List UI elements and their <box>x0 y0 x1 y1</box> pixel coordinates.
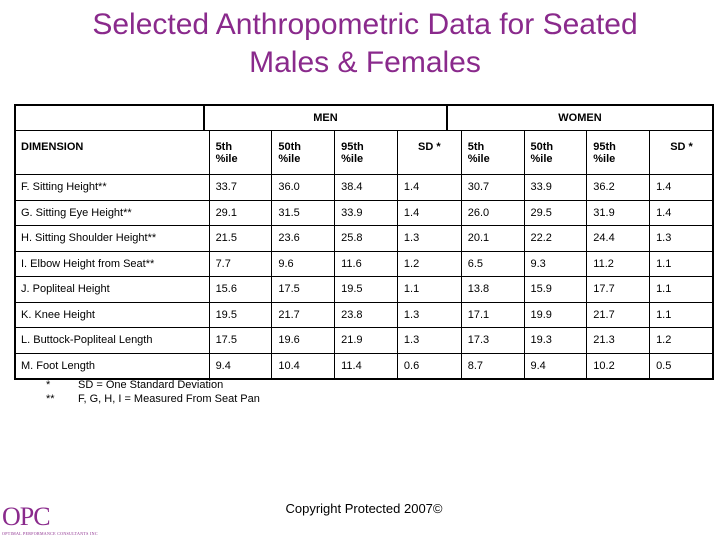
women-value-cell: 17.1 <box>461 302 524 328</box>
dimension-cell: K. Knee Height <box>15 302 210 328</box>
women-50th-header: 50th %ile <box>524 131 587 175</box>
table-row <box>15 175 714 201</box>
women-value-cell: 17.7 <box>587 277 650 303</box>
men-value-cell: 9.4 <box>209 353 272 379</box>
women-value-cell: 21.7 <box>587 302 650 328</box>
men-value-cell: 36.0 <box>272 175 335 201</box>
women-value-cell: 6.5 <box>461 251 524 277</box>
women-value-cell: 19.9 <box>524 302 587 328</box>
table-body <box>15 175 714 379</box>
men-5th-header: 5th %ile <box>209 131 272 175</box>
logo-text: OPC <box>2 502 50 531</box>
men-value-cell: 19.6 <box>272 328 335 354</box>
table-row <box>15 226 714 252</box>
dimension-cell: G. Sitting Eye Height** <box>15 200 210 226</box>
women-value-cell: 24.4 <box>587 226 650 252</box>
men-value-cell: 33.7 <box>209 175 272 201</box>
women-value-cell: 15.9 <box>524 277 587 303</box>
table-row <box>15 302 714 328</box>
men-value-cell: 21.9 <box>335 328 398 354</box>
women-value-cell: 26.0 <box>461 200 524 226</box>
women-value-cell: 1.1 <box>650 251 714 277</box>
men-value-cell: 25.8 <box>335 226 398 252</box>
women-value-cell: 9.3 <box>524 251 587 277</box>
title-line-1: Selected Anthropometric Data for Seated <box>92 8 638 41</box>
women-value-cell: 20.1 <box>461 226 524 252</box>
men-value-cell: 29.1 <box>209 200 272 226</box>
men-value-cell: 1.3 <box>397 328 461 354</box>
men-value-cell: 0.6 <box>397 353 461 379</box>
table-row <box>15 200 714 226</box>
men-value-cell: 1.4 <box>397 175 461 201</box>
women-value-cell: 36.2 <box>587 175 650 201</box>
women-value-cell: 1.4 <box>650 175 714 201</box>
men-value-cell: 33.9 <box>335 200 398 226</box>
women-value-cell: 22.2 <box>524 226 587 252</box>
women-95th-header: 95th %ile <box>587 131 650 175</box>
men-value-cell: 23.6 <box>272 226 335 252</box>
men-value-cell: 10.4 <box>272 353 335 379</box>
women-value-cell: 1.4 <box>650 200 714 226</box>
men-value-cell: 1.2 <box>397 251 461 277</box>
men-value-cell: 31.5 <box>272 200 335 226</box>
men-sd-header: SD * <box>397 131 461 175</box>
women-value-cell: 10.2 <box>587 353 650 379</box>
footnote-sd: * SD = One Standard Deviation <box>46 379 224 391</box>
women-group-header: WOMEN <box>446 104 714 130</box>
dimension-cell: M. Foot Length <box>15 353 210 379</box>
table-row <box>15 251 714 277</box>
women-value-cell: 19.3 <box>524 328 587 354</box>
slide-title <box>40 6 690 82</box>
column-header-row <box>15 131 714 175</box>
women-value-cell: 11.2 <box>587 251 650 277</box>
men-value-cell: 1.3 <box>397 226 461 252</box>
table-row <box>15 328 714 354</box>
men-value-cell: 19.5 <box>209 302 272 328</box>
women-value-cell: 13.8 <box>461 277 524 303</box>
title-line-2: Males & Females <box>249 46 481 79</box>
men-value-cell: 1.1 <box>397 277 461 303</box>
table-row <box>15 353 714 379</box>
men-value-cell: 17.5 <box>209 328 272 354</box>
women-sd-header: SD * <box>650 131 714 175</box>
men-value-cell: 11.6 <box>335 251 398 277</box>
men-value-cell: 1.3 <box>397 302 461 328</box>
women-value-cell: 21.3 <box>587 328 650 354</box>
women-value-cell: 9.4 <box>524 353 587 379</box>
women-value-cell: 33.9 <box>524 175 587 201</box>
footnotes <box>46 378 260 406</box>
men-value-cell: 21.7 <box>272 302 335 328</box>
table-row <box>15 277 714 303</box>
women-value-cell: 1.1 <box>650 302 714 328</box>
women-5th-header: 5th %ile <box>461 131 524 175</box>
women-value-cell: 1.3 <box>650 226 714 252</box>
dimension-header: DIMENSION <box>15 131 210 175</box>
men-group-header: MEN <box>203 104 448 130</box>
women-value-cell: 30.7 <box>461 175 524 201</box>
men-value-cell: 38.4 <box>335 175 398 201</box>
copyright-notice: Copyright Protected 2007© <box>285 501 443 516</box>
dimension-cell: L. Buttock-Popliteal Length <box>15 328 210 354</box>
anthropometric-table <box>14 130 714 379</box>
women-value-cell: 17.3 <box>461 328 524 354</box>
dimension-cell: J. Popliteal Height <box>15 277 210 303</box>
men-95th-header: 95th %ile <box>335 131 398 175</box>
men-value-cell: 11.4 <box>335 353 398 379</box>
men-value-cell: 19.5 <box>335 277 398 303</box>
men-value-cell: 23.8 <box>335 302 398 328</box>
women-value-cell: 8.7 <box>461 353 524 379</box>
men-value-cell: 21.5 <box>209 226 272 252</box>
women-value-cell: 0.5 <box>650 353 714 379</box>
women-value-cell: 29.5 <box>524 200 587 226</box>
men-50th-header: 50th %ile <box>272 131 335 175</box>
women-value-cell: 1.1 <box>650 277 714 303</box>
footnote-seat-pan: ** F, G, H, I = Measured From Seat Pan <box>46 393 260 405</box>
logo-subtext: OPTIMAL PERFORMANCE CONSULTANTS INC <box>2 531 98 536</box>
women-value-cell: 31.9 <box>587 200 650 226</box>
men-value-cell: 7.7 <box>209 251 272 277</box>
men-value-cell: 15.6 <box>209 277 272 303</box>
men-value-cell: 17.5 <box>272 277 335 303</box>
men-value-cell: 9.6 <box>272 251 335 277</box>
dimension-cell: H. Sitting Shoulder Height** <box>15 226 210 252</box>
dimension-cell: F. Sitting Height** <box>15 175 210 201</box>
men-value-cell: 1.4 <box>397 200 461 226</box>
women-value-cell: 1.2 <box>650 328 714 354</box>
dimension-cell: I. Elbow Height from Seat** <box>15 251 210 277</box>
